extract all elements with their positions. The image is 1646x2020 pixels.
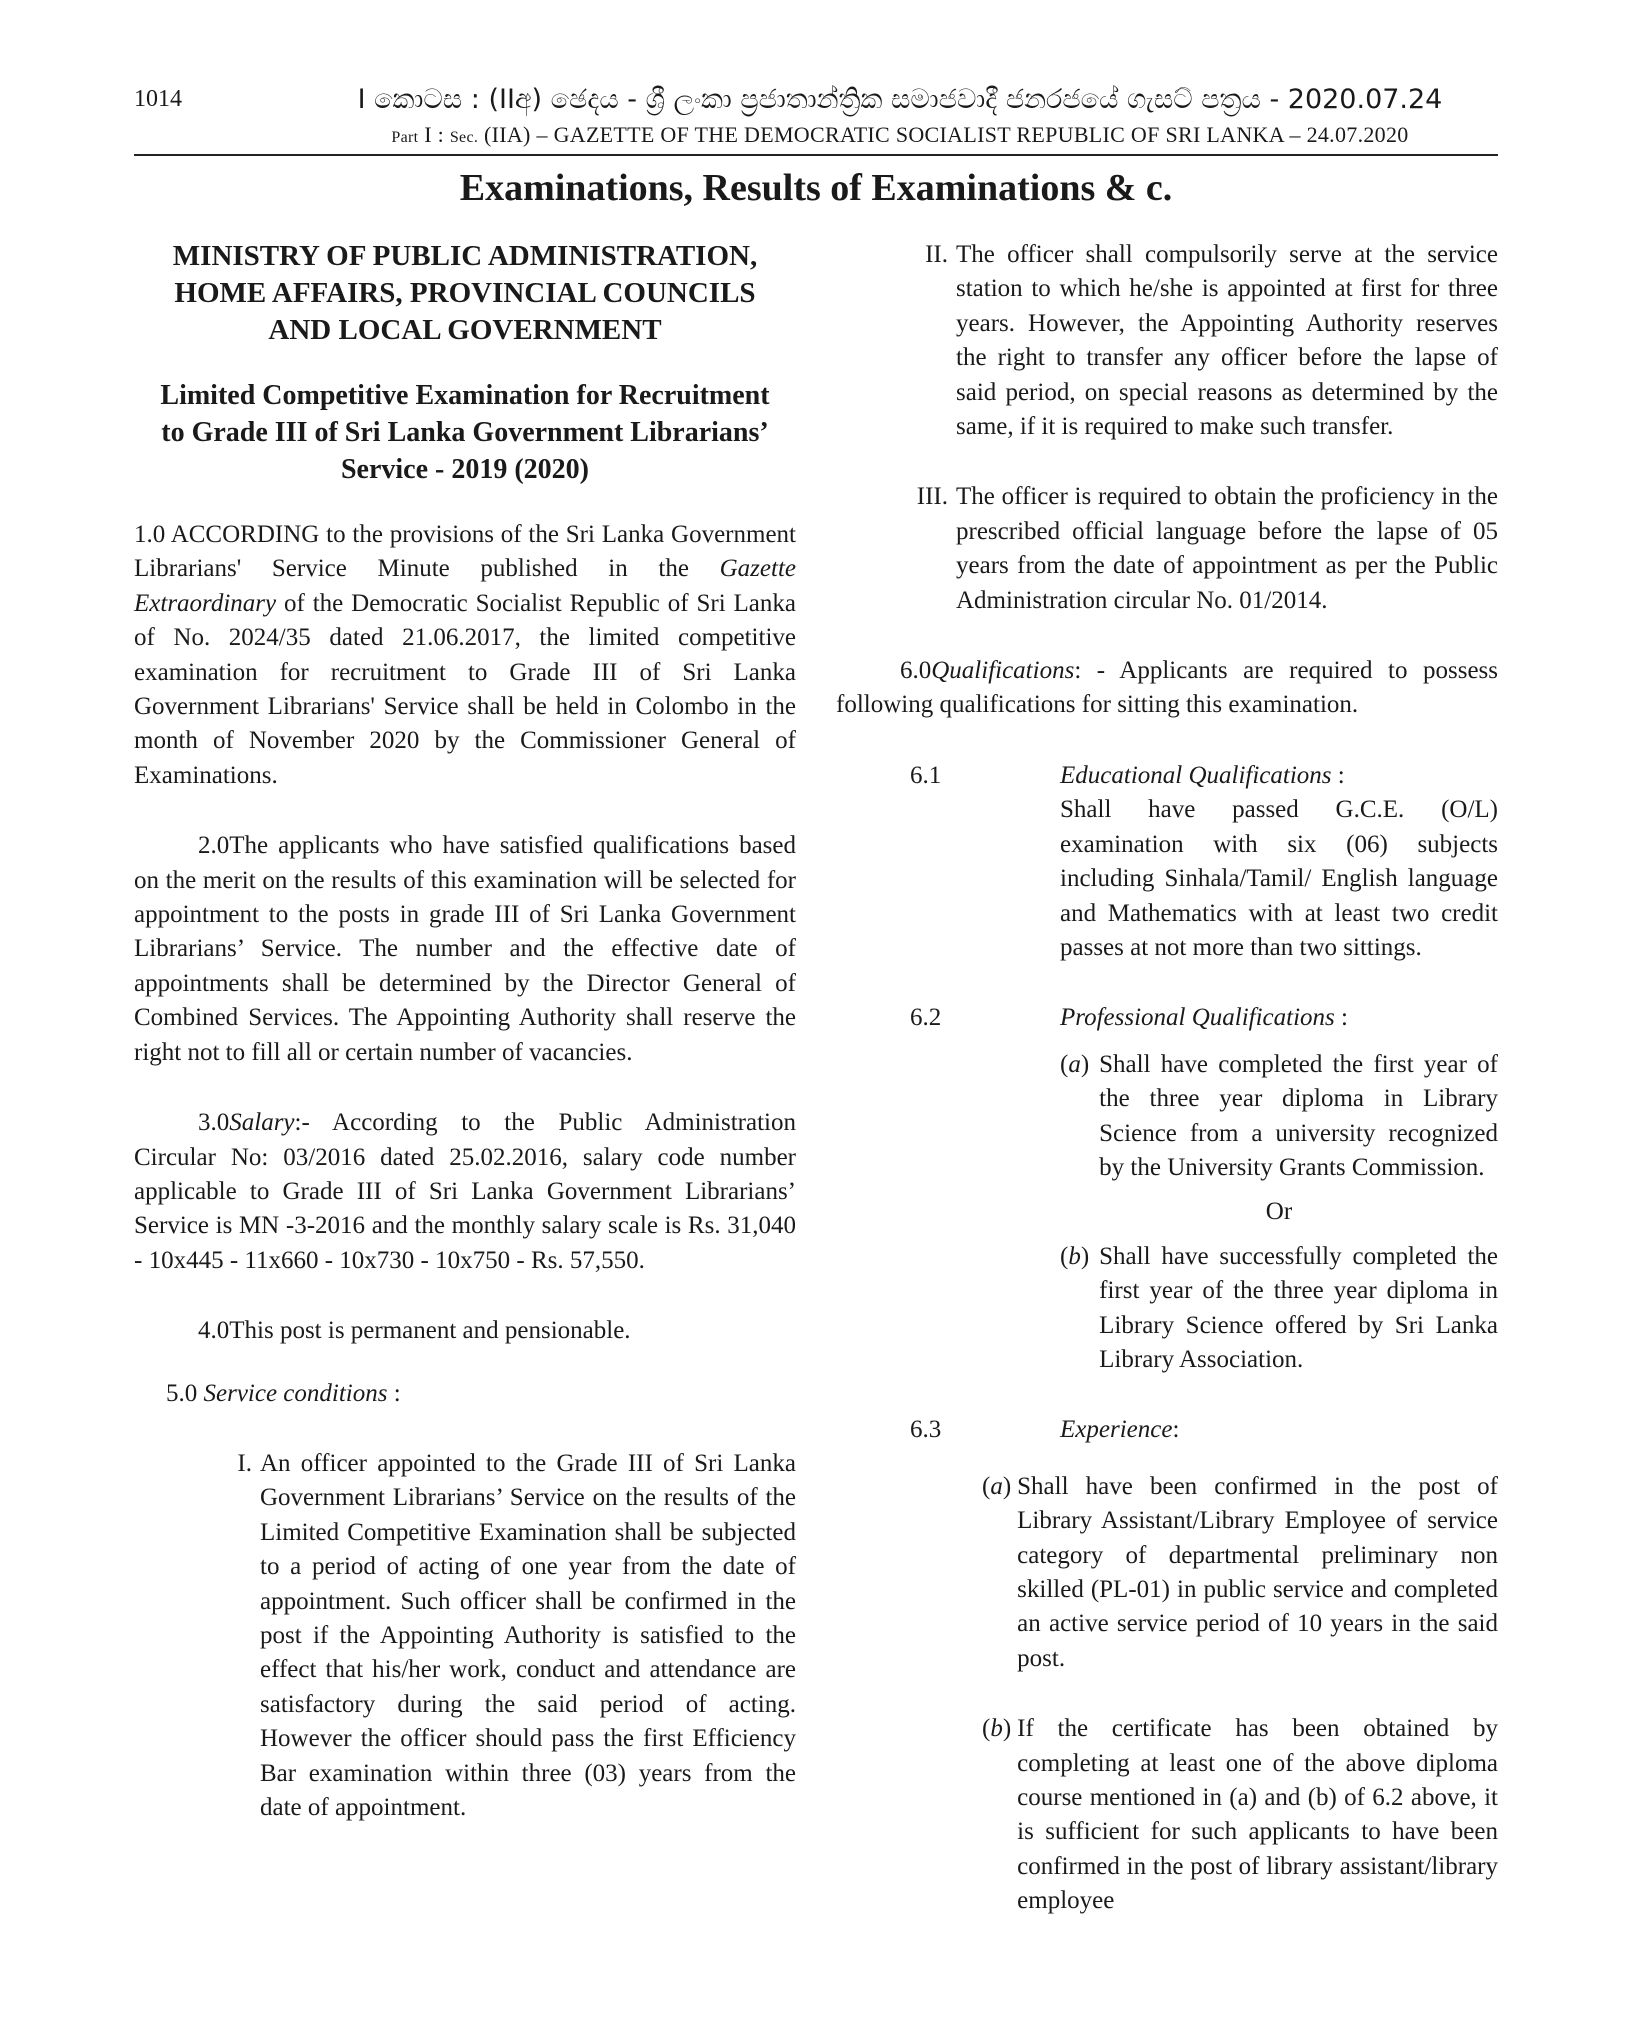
paragraph-3-0-text: :- According to the Public Administration Circular No: 03/2016 dated 25.02.2016, salary code number applicable to Grade III of Sri Lanka Government Librarians’ Service is MN -3-2016 and the monthly salary scale is Rs. 31,040 - 10x445 - 11x660 - 10x730 - 10x750 - Rs. 57,550. — [134, 1109, 796, 1274]
paragraph-4-0-number: 4.0 — [198, 1317, 230, 1345]
service-condition-iii-text: The officer is required to obtain the proficiency in the prescribed official language before the lapse of 05 years from the date of appointment as per the Public Administration circular No. 01/2014. — [956, 483, 1498, 614]
service-condition-ii — [836, 238, 1498, 444]
professional-option-a — [1060, 1048, 1498, 1186]
section-6-2-body — [1060, 1001, 1498, 1377]
service-condition-i — [134, 1447, 796, 1825]
service-condition-i-number: I. — [237, 1449, 252, 1477]
ministry-heading — [134, 238, 796, 349]
section-6-3-items — [836, 1470, 1498, 1919]
paragraph-6-0-text: : - Applicants are required to possess following qualifications for sitting this examination. — [836, 657, 1498, 719]
professional-option-a-letter: a — [1068, 1050, 1081, 1078]
paragraph-2-0-number: 2.0 — [198, 832, 230, 860]
header-english-rest: (IIA) – GAZETTE OF THE DEMOCRATIC SOCIALIST REPUBLIC OF SRI LANKA – 24.07.2020 — [478, 122, 1409, 147]
experience-option-a-key: (a) — [982, 1472, 1012, 1500]
paragraph-1-0-text-cont: of the Democratic Socialist Republic of Sri Lanka of No. 2024/35 dated 21.06.2017, the limited competitive examination for recruitment to Grade III of Sri Lanka Government Librarians' Service shall be held in Colombo in the month of November 2020 by the Commissioner General of Examinations. — [134, 589, 796, 789]
section-6-3-body — [1060, 1413, 1498, 1469]
section-title: Examinations, Results of Examinations & c. — [459, 167, 1173, 209]
exam-title-line-3: Service - 2019 (2020) — [340, 454, 590, 485]
right-column — [836, 238, 1498, 1919]
section-6-3 — [836, 1413, 1498, 1469]
professional-option-a-text: Shall have completed the first year of the three year diploma in Library Science from a university recognized by the University Grants Commission. — [1099, 1050, 1498, 1181]
service-conditions-colon: : — [387, 1379, 401, 1407]
paragraph-3-0-number: 3.0 — [198, 1109, 230, 1137]
section-6-1-text: Shall have passed G.C.E. (O/L) examination with six (06) subjects including Sinhala/Tamil/ English language and Mathematics with at least two credit passes at not more than two sittings. — [1060, 796, 1498, 961]
salary-label: Salary — [229, 1109, 295, 1137]
professional-qualifications-colon: : — [1334, 1004, 1348, 1032]
paragraph-2-0-text: The applicants who have satisfied qualifications based on the merit on the results of this examination will be selected for appointment to the posts in grade III of Sri Lanka Government Librarians’ Service. The number and the effective date of appointments shall be determined by the Director General of Combined Services. The Appointing Authority shall reserve the right not to fill all or certain number of vacancies. — [134, 832, 796, 1066]
header-part-num: I : — [418, 122, 450, 147]
exam-title-line-2: to Grade III of Sri Lanka Government Librarians’ — [161, 417, 769, 448]
educational-qualifications-colon: : — [1331, 761, 1345, 789]
experience-option-a-text: Shall have been confirmed in the post of Library Assistant/Library Employee of service category of departmental preliminary non skilled (PL-01) in public service and completed an active service period of 10 years in the said post. — [1017, 1472, 1498, 1672]
professional-option-b-text: Shall have successfully completed the first year of the three year diploma in Library Science offered by Sri Lanka Library Association. — [1099, 1242, 1498, 1373]
professional-option-a-key: (a) — [1060, 1050, 1090, 1078]
ministry-line-1: MINISTRY OF PUBLIC ADMINISTRATION, — [172, 240, 758, 272]
paragraph-4-0-text: This post is permanent and pensionable. — [229, 1317, 631, 1345]
service-condition-iii — [836, 480, 1498, 618]
experience-option-a-letter: a — [990, 1472, 1003, 1500]
service-condition-ii-number: II. — [925, 241, 948, 268]
paragraph-6-0 — [836, 654, 1498, 723]
header-english — [300, 122, 1500, 148]
professional-qualifications-label: Professional Qualifications — [1060, 1004, 1335, 1032]
educational-qualifications-label: Educational Qualifications — [1060, 761, 1332, 789]
service-condition-ii-text: The officer shall compulsorily serve at the service station to which he/she is appointed at first for three years. However, the Appointing Authority reserves the right to transfer any officer before the lapse of said period, on special reasons as determined by the same, if it is required to make such transfer. — [956, 241, 1498, 441]
experience-option-b-text: If the certificate has been obtained by completing at least one of the above diploma course mentioned in (a) and (b) of 6.2 above, it is sufficient for such applicants to have been confirmed in the post of library assistant/library employee — [1017, 1715, 1498, 1915]
professional-option-b-letter: b — [1068, 1242, 1081, 1270]
section-6-1 — [836, 759, 1498, 965]
section-6-1-number: 6.1 — [910, 761, 942, 789]
gazette-extraordinary-text: Gazette Extraordinary — [134, 555, 796, 617]
ministry-line-3: AND LOCAL GOVERNMENT — [268, 314, 662, 346]
page-number: 1014 — [134, 86, 182, 112]
service-conditions-label: Service conditions — [203, 1379, 388, 1407]
section-6-2-number: 6.2 — [910, 1004, 942, 1032]
paragraph-3-0 — [134, 1106, 796, 1278]
professional-option-b — [1060, 1240, 1498, 1378]
experience-option-b-key: (b) — [982, 1715, 1012, 1743]
section-6-1-body — [1060, 759, 1498, 965]
paragraph-1-0-number: 1.0 — [134, 521, 166, 548]
professional-option-b-key: (b) — [1060, 1242, 1090, 1270]
exam-title-line-1: Limited Competitive Examination for Recruitment — [160, 380, 770, 411]
experience-option-b-letter: b — [990, 1715, 1003, 1743]
paragraph-4-0 — [134, 1314, 796, 1348]
header-part-word: Part — [391, 129, 419, 146]
section-6-2 — [836, 1001, 1498, 1377]
experience-option-a — [982, 1470, 1498, 1676]
paragraph-1-0 — [134, 518, 796, 793]
experience-label: Experience — [1060, 1416, 1173, 1444]
header-sec-word: Sec. — [449, 129, 479, 146]
paragraph-1-0-text: ACCORDING to the provisions of the Sri Lanka Government Librarians' Service Minute published in the — [134, 521, 796, 583]
header-sinhala: I කොටස : (IIඅ) ඡෙදය - ශ්‍රී ලංකා ප්‍රජාතාන්ත්‍රික සමාජවාදී ජනරජයේ ගැසට් පත්‍රය - 2020.07.24 — [357, 84, 1443, 115]
service-condition-i-text: An officer appointed to the Grade III of Sri Lanka Government Librarians’ Service on the results of the Limited Competitive Examination shall be subjected to a period of acting of one year from the date of appointment. Such officer shall be confirmed in the post if the Appointing Authority is satisfied to the effect that his/her work, conduct and attendance are satisfactory during the said period of acting. However the officer should pass the first Efficiency Bar examination within three (03) years from the date of appointment. — [260, 1449, 796, 1821]
header-rule — [134, 154, 1498, 156]
left-column — [134, 238, 796, 1825]
qualifications-label: Qualifications — [931, 657, 1075, 685]
exam-title — [134, 377, 796, 488]
ministry-line-2: HOME AFFAIRS, PROVINCIAL COUNCILS — [174, 277, 756, 309]
paragraph-2-0 — [134, 829, 796, 1070]
experience-option-b — [982, 1712, 1498, 1918]
or-separator: Or — [1265, 1198, 1293, 1226]
paragraph-5-0-number: 5.0 — [166, 1379, 198, 1407]
section-6-3-number: 6.3 — [910, 1416, 942, 1444]
paragraph-5-0 — [134, 1377, 796, 1411]
paragraph-6-0-number: 6.0 — [900, 657, 932, 685]
service-condition-iii-number: III. — [916, 483, 948, 511]
experience-colon: : — [1172, 1416, 1180, 1444]
